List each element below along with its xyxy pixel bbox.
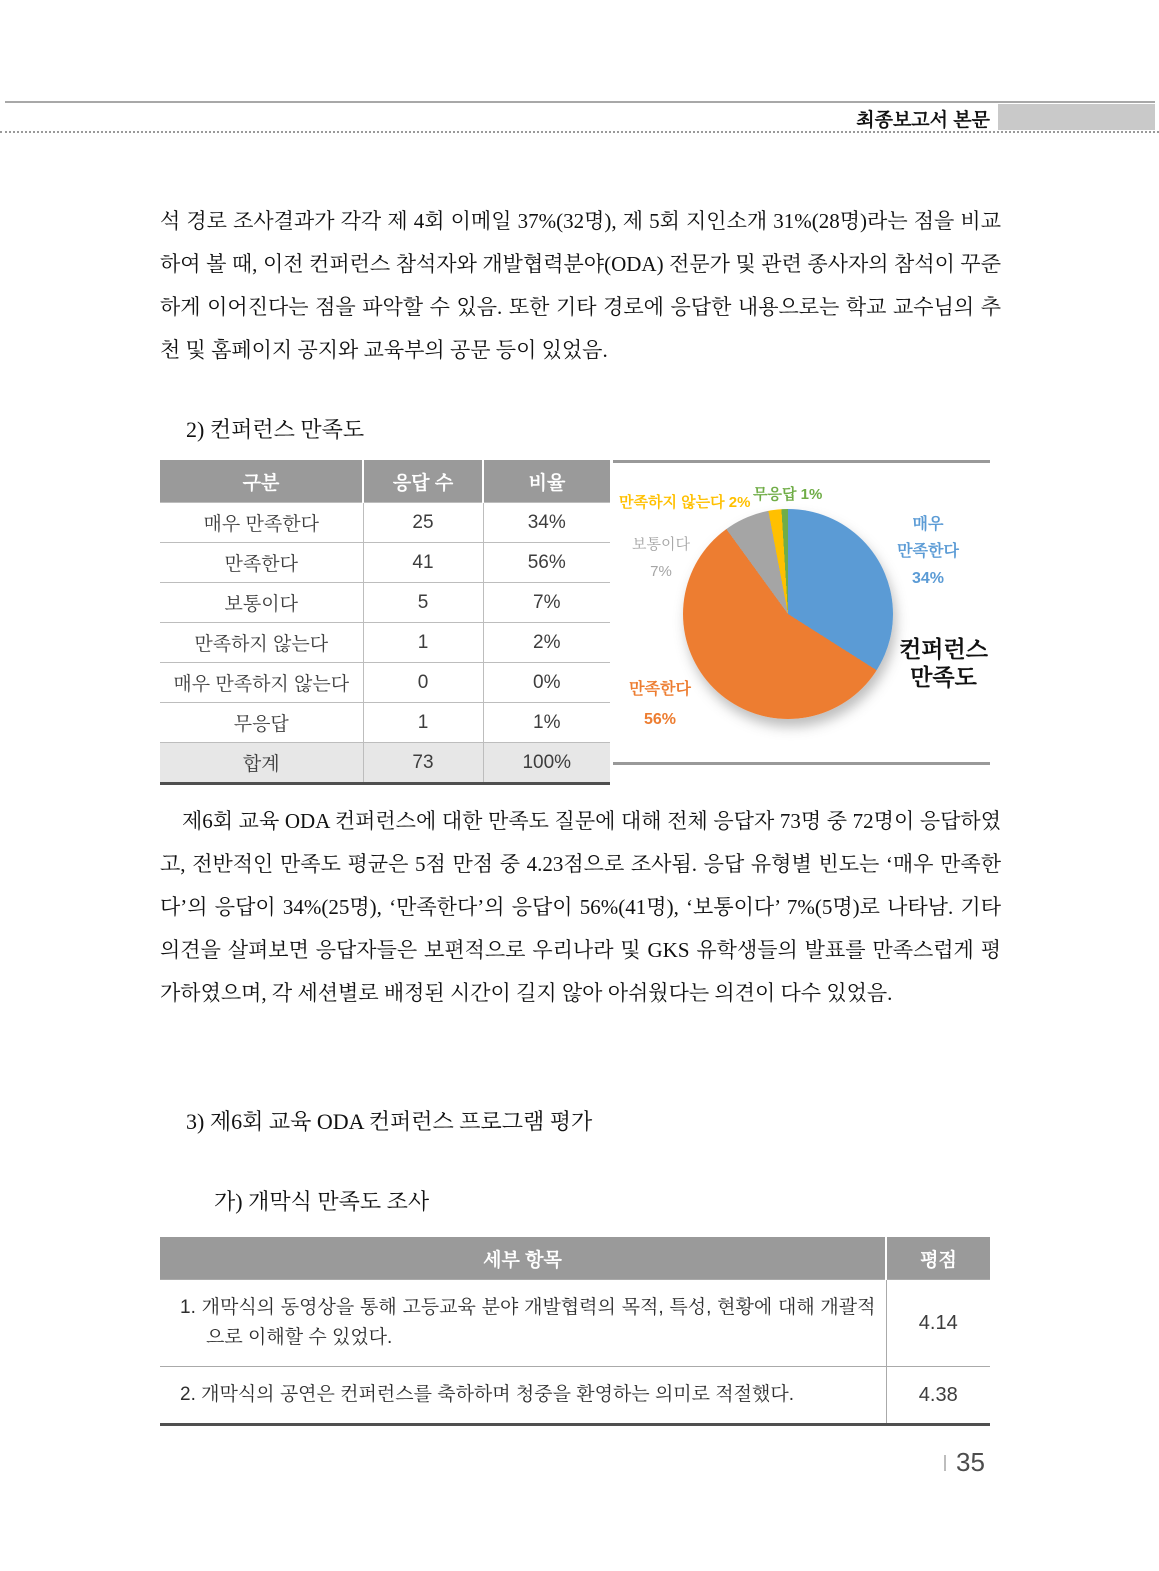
pie-label-satisfied-pct: 56% — [643, 711, 677, 728]
cell-total-count: 73 — [363, 743, 483, 784]
cell-ratio: 56% — [483, 543, 610, 583]
cell-category: 만족하지 않는다 — [160, 623, 363, 663]
col-header-category: 구분 — [160, 460, 363, 503]
cell-category: 매우 만족한다 — [160, 503, 363, 543]
paragraph-participation-channels: 석 경로 조사결과가 각각 제 4회 이메일 37%(32명), 제 5회 지인소개 31%(28명)라는 점을 비교하여 볼 때, 이전 컨퍼런스 참석자와 개발협력분야(ODA) 전문가 및 관련 종사자의 참석이 꾸준하게 이어진다는 점을 파악할 수 있음. 또한 기타 경로에 응답한 내용으로는 학교 교수님의 추천 및 홈페이지 공지와 교육부의 공문 등이 있었음. — [160, 209, 1001, 362]
header-rule — [5, 101, 1155, 103]
pie-label-unsatisfied: 만족하지 않는다 2% — [619, 494, 751, 511]
pie-label-satisfied — [618, 675, 702, 735]
pie-label-neutral-text: 보통이다 — [632, 536, 690, 553]
satisfaction-table — [160, 460, 610, 785]
cell-count: 5 — [363, 583, 483, 623]
section-heading-program-evaluation: 3) 제6회 교육 ODA 컨퍼런스 프로그램 평가 — [186, 1109, 593, 1134]
table-row — [160, 1280, 990, 1367]
cell-category: 만족한다 — [160, 543, 363, 583]
cell-item: 1. 개막식의 동영상을 통해 고등교육 분야 개발협력의 목적, 특성, 현황에 대해 개괄적으로 이해할 수 있었다. — [160, 1280, 886, 1367]
opening-evaluation-table — [160, 1237, 990, 1426]
paragraph-satisfaction-analysis: 제6회 교육 ODA 컨퍼런스에 대한 만족도 질문에 대해 전체 응답자 73명 중 72명이 응답하였고, 전반적인 만족도 평균은 5점 만점 중 4.23점으로 조사됨. 응답 유형별 빈도는 ‘매우 만족한다’의 응답이 34%(25명), ‘만족한다’의 응답이 56%(41명), ‘보통이다’ 7%(5명)로 나타남. 기타 의견을 살펴보면 응답자들은 보편적으로 우리나라 및 GKS 유학생들의 발표를 만족스럽게 평가하였으며, 각 세션별로 배정된 시간이 길지 않아 아쉬웠다는 의견이 다수 있었음. — [160, 809, 1001, 1005]
header-gray-box — [998, 104, 1155, 130]
cell-ratio: 1% — [483, 703, 610, 743]
table-header-row — [160, 460, 610, 503]
cell-ratio: 0% — [483, 663, 610, 703]
pie-label-very-line1: 매우 — [912, 516, 944, 533]
pie-label-neutral — [625, 531, 697, 585]
section-heading-satisfaction: 2) 컨퍼런스 만족도 — [186, 417, 365, 442]
table-row — [160, 503, 610, 543]
pie-label-satisfied-text: 만족한다 — [629, 681, 691, 698]
table-total-row — [160, 743, 610, 784]
running-header-title: 최종보고서 본문 — [856, 110, 990, 131]
page-number — [944, 1447, 985, 1478]
pie-graphic — [683, 509, 893, 719]
col-header-score: 평점 — [886, 1237, 990, 1280]
cell-count: 1 — [363, 703, 483, 743]
header-dotted-rule — [0, 131, 1159, 133]
table-row — [160, 623, 610, 663]
pie-label-no-answer: 무응답 1% — [753, 486, 823, 503]
cell-count: 1 — [363, 623, 483, 663]
cell-category: 매우 만족하지 않는다 — [160, 663, 363, 703]
col-header-ratio: 비율 — [483, 460, 610, 503]
cell-ratio: 2% — [483, 623, 610, 663]
table-row — [160, 583, 610, 623]
cell-ratio: 7% — [483, 583, 610, 623]
pie-label-very-pct: 34% — [911, 570, 945, 587]
page-number-value: 35 — [956, 1447, 985, 1477]
pie-chart-title — [896, 635, 991, 691]
table-row — [160, 703, 610, 743]
cell-ratio: 34% — [483, 503, 610, 543]
cell-category: 보통이다 — [160, 583, 363, 623]
table-row — [160, 543, 610, 583]
cell-count: 41 — [363, 543, 483, 583]
satisfaction-pie-chart — [613, 460, 990, 765]
cell-total-label: 합계 — [160, 743, 363, 784]
pie-label-very-satisfied — [877, 511, 979, 592]
page-number-tick — [944, 1455, 946, 1471]
cell-score: 4.14 — [886, 1280, 990, 1367]
col-header-count: 응답 수 — [363, 460, 483, 503]
cell-item: 2. 개막식의 공연은 컨퍼런스를 축하하며 청중을 환영하는 의미로 적절했다. — [160, 1367, 886, 1425]
pie-chart-title-line2: 만족도 — [910, 664, 977, 690]
satisfaction-block — [160, 460, 990, 775]
table-row — [160, 1367, 990, 1425]
col-header-item: 세부 항목 — [160, 1237, 886, 1280]
cell-count: 0 — [363, 663, 483, 703]
cell-score: 4.38 — [886, 1367, 990, 1425]
pie-label-neutral-pct: 7% — [650, 563, 672, 580]
cell-category: 무응답 — [160, 703, 363, 743]
pie-chart-title-line1: 컨퍼런스 — [899, 636, 988, 662]
cell-count: 25 — [363, 503, 483, 543]
cell-total-ratio: 100% — [483, 743, 610, 784]
table-header-row — [160, 1237, 990, 1280]
pie-label-very-line2: 만족한다 — [897, 543, 959, 560]
table-row — [160, 663, 610, 703]
subsection-heading-opening-survey: 가) 개막식 만족도 조사 — [214, 1189, 430, 1214]
